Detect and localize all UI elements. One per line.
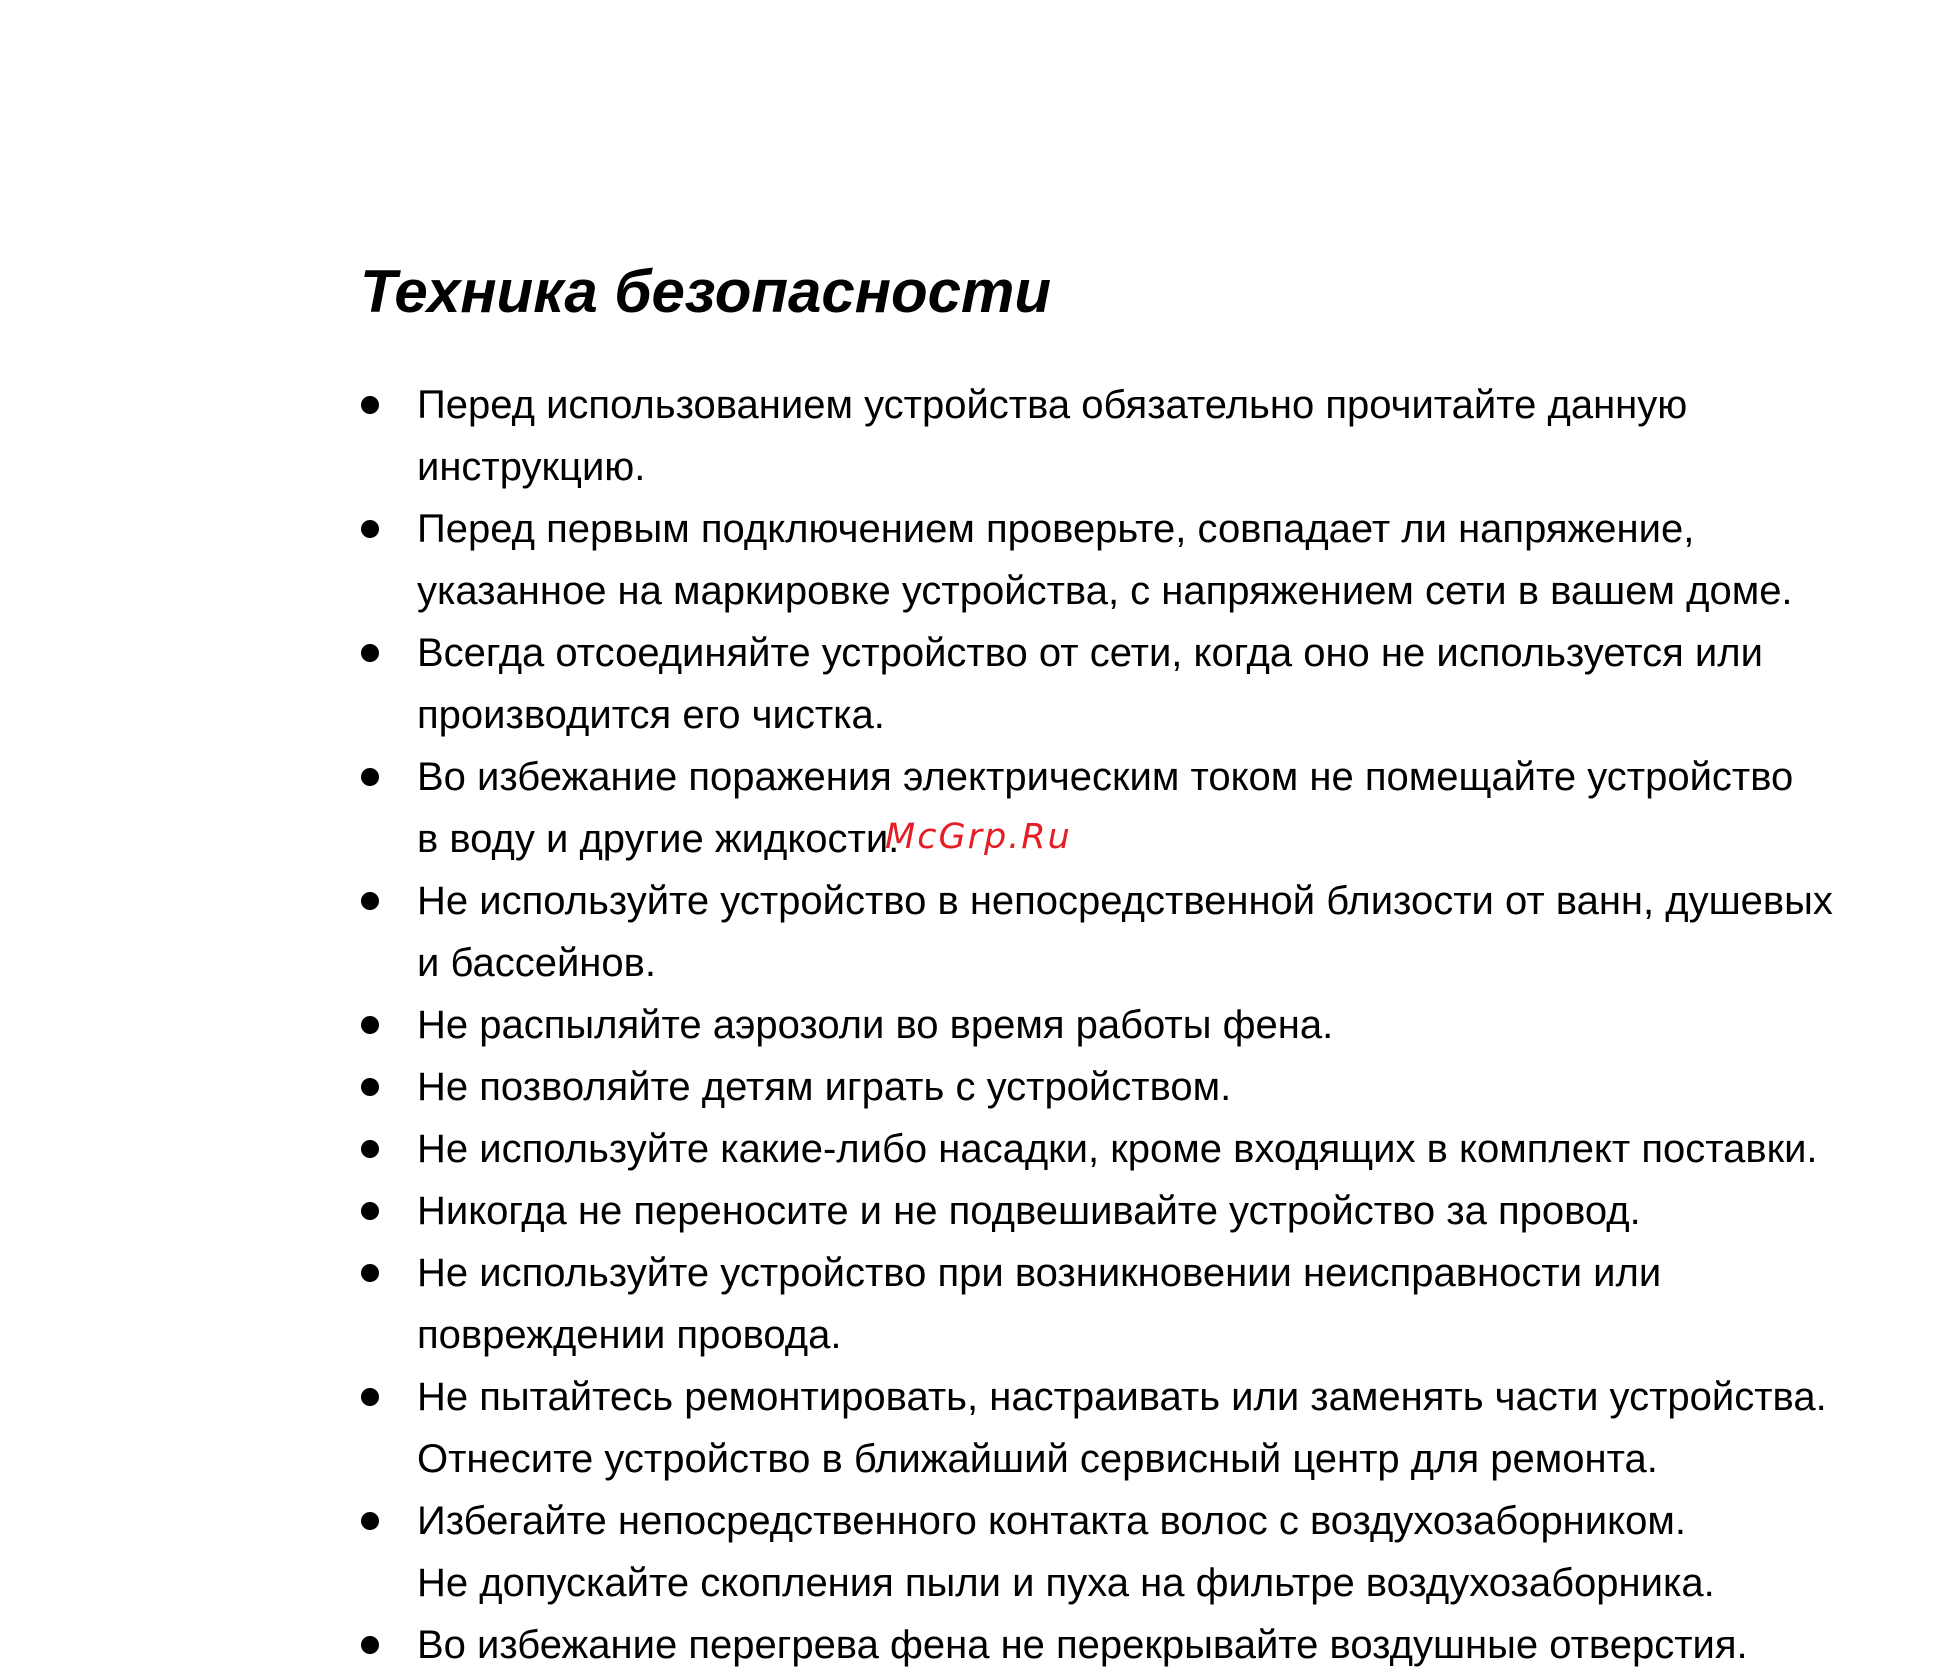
bullet-icon bbox=[361, 1016, 379, 1034]
bullet-icon bbox=[361, 1636, 379, 1654]
list-item-text: Не используйте устройство в непосредственной близости от ванн, душевых bbox=[417, 879, 1833, 923]
list-item-text: Не распыляйте аэрозоли во время работы фена. bbox=[417, 1003, 1334, 1047]
list-item-text: Не позволяйте детям играть с устройством. bbox=[417, 1065, 1232, 1109]
page-title: Техника безопасности bbox=[360, 258, 1052, 325]
bullet-icon bbox=[361, 1078, 379, 1096]
bullet-icon bbox=[361, 1512, 379, 1530]
bullet-icon bbox=[361, 1264, 379, 1282]
list-item-text: Не допускайте скопления пыли и пуха на фильтре воздухозаборника. bbox=[417, 1561, 1715, 1605]
list-item-text: указанное на маркировке устройства, с напряжением сети в вашем доме. bbox=[417, 569, 1793, 613]
bullet-icon bbox=[361, 768, 379, 786]
bullet-icon bbox=[361, 520, 379, 538]
bullet-icon bbox=[361, 396, 379, 414]
list-item-text: и бассейнов. bbox=[417, 941, 656, 985]
list-item-text: Перед первым подключением проверьте, совпадает ли напряжение, bbox=[417, 507, 1695, 551]
watermark: McGrp.Ru bbox=[885, 817, 1072, 857]
list-item-text: Во избежание поражения электрическим током не помещайте устройство bbox=[417, 755, 1794, 799]
list-item-text: Не пытайтесь ремонтировать, настраивать или заменять части устройства. bbox=[417, 1375, 1827, 1419]
list-item-text: Избегайте непосредственного контакта волос с воздухозаборником. bbox=[417, 1499, 1686, 1543]
bullet-icon bbox=[361, 644, 379, 662]
bullet-icon bbox=[361, 1202, 379, 1220]
list-item-text: повреждении провода. bbox=[417, 1313, 842, 1357]
list-item-text: Всегда отсоединяйте устройство от сети, когда оно не используется или bbox=[417, 631, 1763, 675]
list-item-text: Отнесите устройство в ближайший сервисный центр для ремонта. bbox=[417, 1437, 1658, 1481]
list-item-text: инструкцию. bbox=[417, 445, 646, 489]
bullet-icon bbox=[361, 1388, 379, 1406]
bullet-icon bbox=[361, 1140, 379, 1158]
list-item-text: Во избежание перегрева фена не перекрывайте воздушные отверстия. bbox=[417, 1623, 1748, 1667]
list-item-text: Не используйте какие-либо насадки, кроме входящих в комплект поставки. bbox=[417, 1127, 1818, 1171]
list-item-text: Никогда не переносите и не подвешивайте устройство за провод. bbox=[417, 1189, 1641, 1233]
list-item-text: производится его чистка. bbox=[417, 693, 885, 737]
list-item-text: Перед использованием устройства обязательно прочитайте данную bbox=[417, 383, 1688, 427]
list-item-text: Не используйте устройство при возникновении неисправности или bbox=[417, 1251, 1662, 1295]
list-item-text: в воду и другие жидкости. bbox=[417, 817, 900, 861]
bullet-icon bbox=[361, 892, 379, 910]
